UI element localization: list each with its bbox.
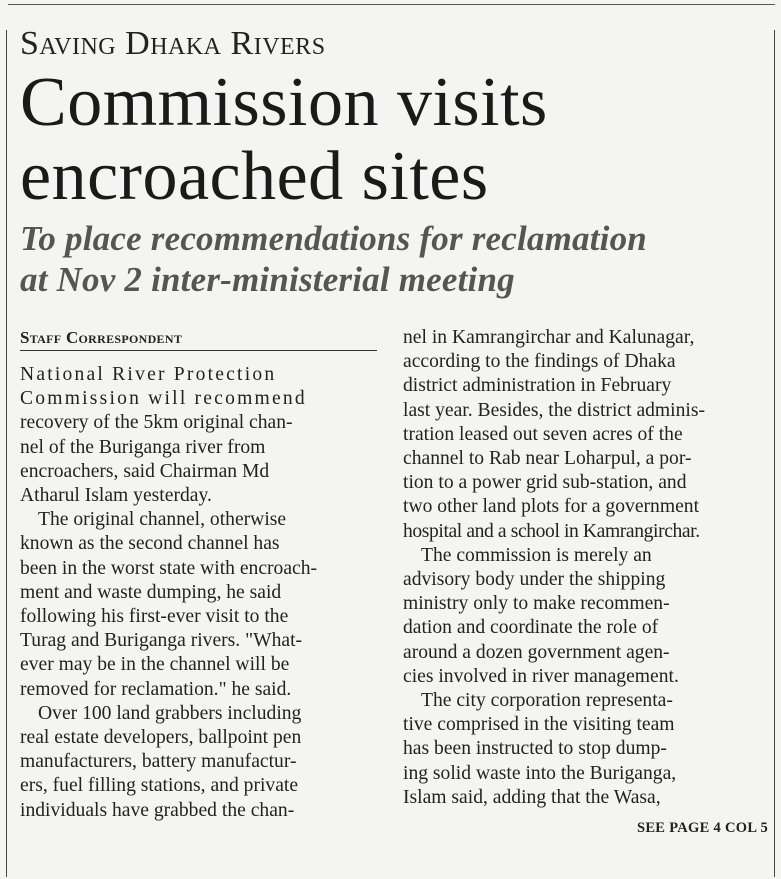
headline-line: Commission visits — [20, 64, 548, 141]
body-line: tive comprised in the visiting team — [403, 714, 675, 736]
body-line: hospital and a school in Kamrangirchar. — [403, 520, 700, 542]
body-line: according to the findings of Dhaka — [403, 351, 676, 373]
body-line: manufacturers, battery manufactur- — [20, 751, 297, 773]
body-line: ministry only to make recommen- — [403, 593, 670, 615]
body-line: removed for reclamation." he said. — [20, 678, 292, 700]
body-line: nel of the Buriganga river from — [20, 436, 266, 458]
body-line: Commission will recommend — [20, 388, 307, 410]
headline — [20, 66, 767, 214]
body-line: ing solid waste into the Buriganga, — [403, 762, 677, 784]
body-line: last year. Besides, the district adminis- — [403, 399, 706, 421]
body-line: dation and coordinate the role of — [403, 617, 659, 639]
body-line: Turag and Buriganga rivers. "What- — [20, 630, 303, 652]
body-line: ever may be in the channel will be — [20, 654, 290, 676]
body-line: nel in Kamrangirchar and Kalunagar, — [403, 327, 695, 348]
body-line: district administration in February — [403, 375, 672, 397]
kicker: Saving Dhaka Rivers — [20, 25, 326, 62]
subheadline-line: at Nov 2 inter-ministerial meeting — [20, 260, 515, 299]
body-line: around a dozen government agen- — [403, 641, 670, 663]
body-line: been in the worst state with encroach- — [20, 557, 318, 579]
body-line: The commission is merely an — [421, 544, 652, 566]
body-line: Islam said, adding that the Wasa, — [403, 786, 661, 808]
body-line: encroachers, said Chairman Md — [20, 460, 270, 482]
body-line: tion to a power grid sub-station, and — [403, 472, 687, 494]
article-body — [20, 326, 768, 866]
continued-jump-line: SEE PAGE 4 COL 5 — [636, 820, 768, 837]
body-line: two other land plots for a government — [403, 496, 700, 518]
byline: Staff Correspondent — [20, 326, 377, 351]
body-line: National River Protection — [20, 364, 277, 385]
body-line: individuals have grabbed the chan- — [20, 799, 295, 821]
body-line: Atharul Islam yesterday. — [20, 485, 212, 507]
top-rule — [8, 4, 775, 5]
body-line: Over 100 land grabbers including — [38, 702, 302, 724]
body-line: recovery of the 5km original chan- — [20, 412, 293, 434]
body-line: ment and waste dumping, he said — [20, 581, 282, 603]
column-2 — [403, 326, 768, 840]
subheadline — [20, 218, 767, 300]
body-line: known as the second channel has — [20, 533, 280, 555]
body-line: advisory body under the shipping — [403, 569, 666, 591]
body-line: The city corporation representa- — [421, 690, 673, 712]
body-line: following his first-ever visit to the — [20, 606, 289, 628]
body-line: tration leased out seven acres of the — [403, 423, 683, 445]
headline-line: encroached sites — [20, 138, 489, 215]
column-1 — [20, 326, 377, 823]
body-line: ers, fuel filling stations, and private — [20, 775, 299, 797]
body-line: channel to Rab near Loharpul, a por- — [403, 448, 692, 470]
body-line: cies involved in river management. — [403, 665, 679, 687]
subheadline-line: To place recommendations for reclamation — [20, 219, 647, 258]
body-line: real estate developers, ballpoint pen — [20, 727, 302, 749]
headline-block — [20, 24, 767, 300]
body-line: The original channel, otherwise — [38, 509, 287, 531]
body-line: has been instructed to stop dump- — [403, 738, 667, 760]
left-border — [6, 30, 7, 877]
right-border — [774, 30, 775, 877]
